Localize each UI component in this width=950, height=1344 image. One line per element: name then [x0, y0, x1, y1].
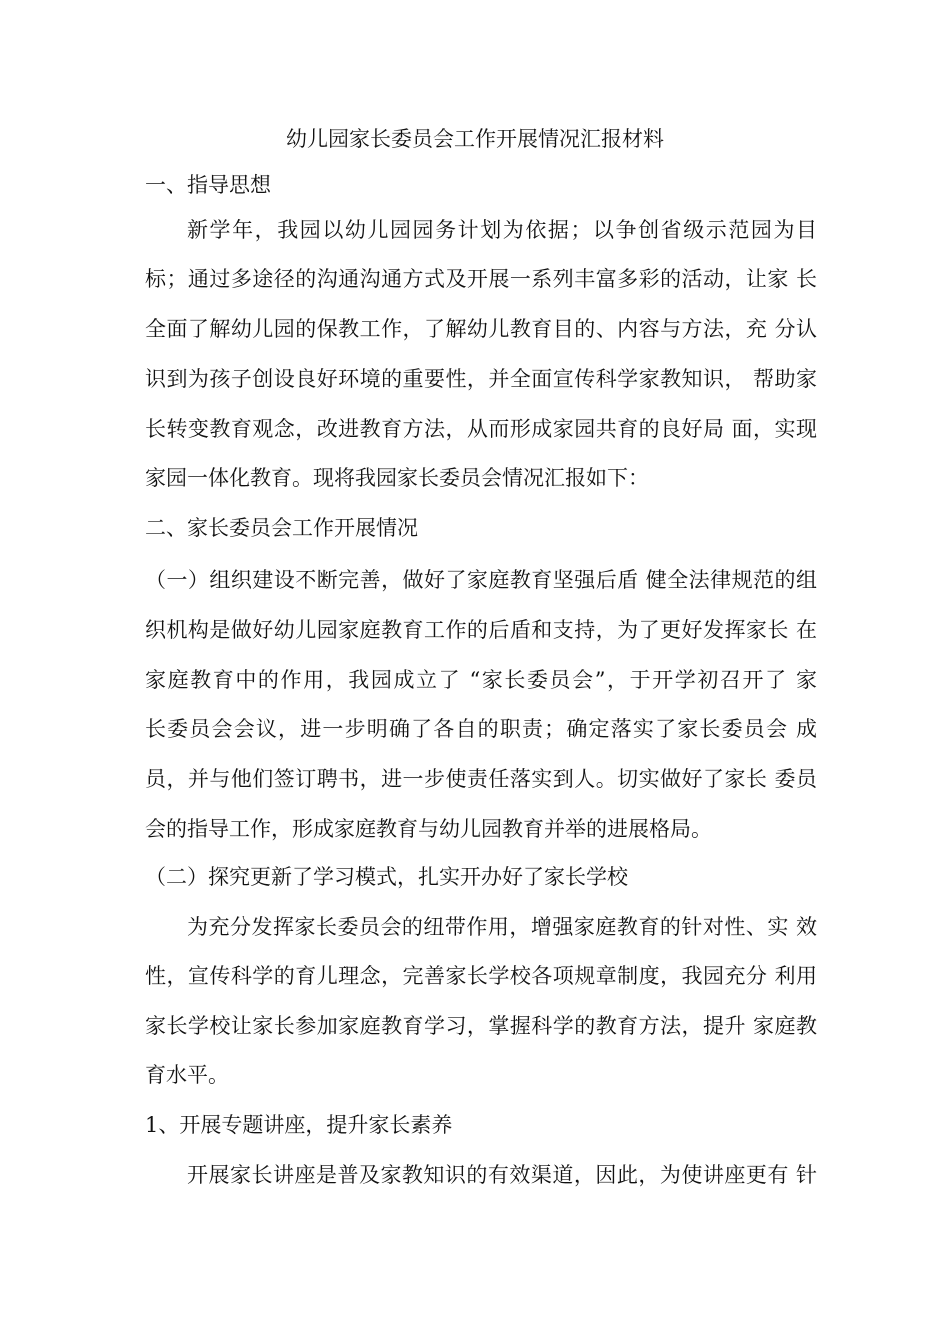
paragraph-line: 家园一体化教育。现将我园家长委员会情况汇报如下：: [145, 466, 649, 490]
paragraph-line: 家庭教育中的作用，我园成立了 “家长委员会”，于开学初召开了 家: [145, 668, 817, 692]
paragraph-line: 会的指导工作，形成家庭教育与幼儿园教育并举的进展格局。: [145, 817, 712, 841]
paragraph-line: 长转变教育观念，改进教育方法，从而形成家园共育的良好局 面，实现: [145, 417, 817, 441]
paragraph-line: 开展家长讲座是普及家教知识的有效渠道，因此，为使讲座更有 针: [187, 1163, 817, 1187]
paragraph-line: 育水平。: [145, 1063, 229, 1087]
paragraph-line: 新学年，我园以幼儿园园务计划为依据；以争创省级示范园为目: [187, 218, 817, 242]
paragraph-line: 标；通过多途径的沟通沟通方式及开展一系列丰富多彩的活动，让家 长: [145, 267, 817, 291]
paragraph-line: 家长学校让家长参加家庭教育学习，掌握科学的教育方法，提升 家庭教: [145, 1014, 817, 1038]
paragraph-line: 织机构是做好幼儿园家庭教育工作的后盾和支持，为了更好发挥家长 在: [145, 618, 817, 642]
section-heading-guiding-ideology: 一、指导思想: [145, 173, 271, 197]
subsection-heading-parent-school: （二）探究更新了学习模式，扎实开办好了家长学校: [145, 865, 628, 889]
subsection-heading-line: （一）组织建设不断完善，做好了家庭教育坚强后盾 健全法律规范的组: [145, 568, 817, 592]
section-heading-work-progress: 二、家长委员会工作开展情况: [145, 516, 418, 540]
paragraph-line: 全面了解幼儿园的保教工作，了解幼儿教育目的、内容与方法，充 分认: [145, 317, 817, 341]
paragraph-line: 性，宣传科学的育儿理念，完善家长学校各项规章制度，我园充分 利用: [145, 964, 817, 988]
paragraph-line: 员，并与他们签订聘书，进一步使责任落实到人。切实做好了家长 委员: [145, 767, 817, 791]
item-heading-lectures: 1、开展专题讲座，提升家长素养: [145, 1113, 453, 1137]
paragraph-line: 长委员会会议，进一步明确了各自的职责；确定落实了家长委员会 成: [145, 717, 817, 741]
paragraph-line: 识到为孩子创设良好环境的重要性，并全面宣传科学家教知识， 帮助家: [145, 367, 817, 391]
paragraph-line: 为充分发挥家长委员会的纽带作用，增强家庭教育的针对性、实 效: [187, 915, 817, 939]
document-title: 幼儿园家长委员会工作开展情况汇报材料: [286, 127, 664, 151]
